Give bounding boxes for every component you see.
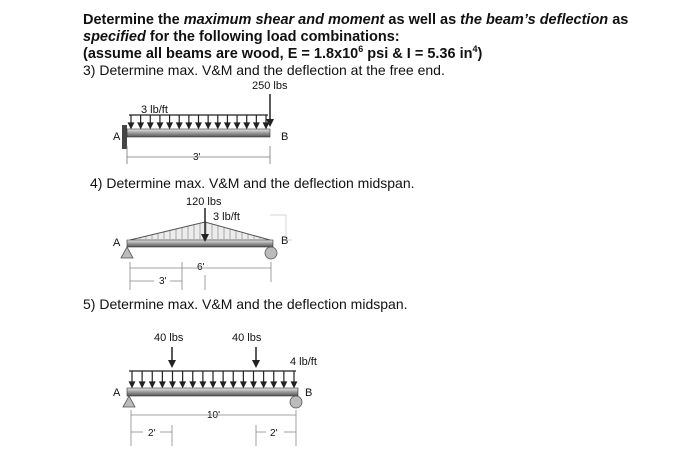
- load-arrow-head: [261, 382, 266, 387]
- load-arrow-head: [211, 382, 216, 387]
- load-arrow-head: [186, 123, 191, 128]
- load-arrow-head: [241, 382, 246, 387]
- problem-3-dimension-line: [127, 146, 270, 164]
- problem-5-point-load-right-label: 40 lbs: [232, 332, 262, 344]
- problem-4-roller-support: [265, 247, 277, 259]
- load-arrow-head: [180, 382, 185, 387]
- problem-4-sub-dim-label: 3': [159, 276, 167, 287]
- problem-5-dist-load-label: 4 lb/ft: [290, 356, 317, 368]
- load-arrow-head: [200, 382, 205, 387]
- load-arrow-head: [244, 123, 249, 128]
- problem-5-span-label: 10': [207, 410, 221, 421]
- problem-5-diagram: [123, 347, 302, 446]
- problem-3-end-b-label: B: [281, 131, 289, 143]
- problem-4-end-b-label: B: [281, 235, 289, 247]
- load-arrow-head: [281, 382, 286, 387]
- problem-3-beam: [127, 129, 270, 137]
- load-arrow-head: [235, 123, 240, 128]
- problem-4-triangular-load: [130, 222, 270, 240]
- material-properties-note: (assume all beams are wood, $E = 1.8x10^6$ psi & I = 5.36 $in^4$): [83, 44, 483, 62]
- load-arrow-head: [215, 123, 220, 128]
- problem-3-point-load-arrow: [266, 94, 274, 127]
- problem-4-support-a-label: A: [113, 237, 121, 249]
- problem-5-pin-support: [123, 396, 135, 407]
- problem-4-faint-box: [270, 215, 292, 240]
- load-arrow-head: [150, 382, 155, 387]
- load-arrow-head: [225, 123, 230, 128]
- load-arrow-head: [292, 382, 297, 387]
- problem-5-dimension-lines: [131, 410, 296, 446]
- load-arrow-head: [264, 123, 269, 128]
- problem-5-right-dim-label: 2': [270, 428, 278, 439]
- instructions-line-1: Determine the maximum shear and moment as well as the beam’s deflection as: [83, 12, 629, 28]
- problem-5-distributed-load: [129, 371, 297, 387]
- problem-5-end-b-label: B: [305, 387, 313, 399]
- load-arrow-head: [148, 123, 153, 128]
- problem-5-point-load-left-label: 40 lbs: [154, 332, 184, 344]
- problem-4-span-label: 6': [197, 262, 205, 273]
- problem-3-point-load-label: 250 lbs: [252, 80, 288, 92]
- load-arrow-head: [170, 382, 175, 387]
- problem-3-span-label: 3': [193, 152, 201, 163]
- problem-3-distributed-load: [129, 115, 269, 128]
- problem-4-beam: [127, 240, 273, 247]
- problem-3-support-a-label: A: [113, 131, 121, 143]
- problem-4-point-load-label: 120 lbs: [186, 196, 222, 208]
- load-arrow-head: [251, 382, 256, 387]
- problem-5-beam: [127, 388, 298, 396]
- load-arrow-head: [190, 382, 195, 387]
- problem-4-diagram: [121, 208, 292, 290]
- load-arrow-head: [206, 123, 211, 128]
- problem-3-wall: [122, 125, 127, 149]
- load-arrow-head: [177, 123, 182, 128]
- problem-5-point-load-right-arrow: [252, 347, 260, 368]
- load-arrow-head: [160, 382, 165, 387]
- problem-4-dist-load-label: 3 lb/ft: [213, 211, 240, 223]
- problem-4-pin-support: [121, 247, 133, 258]
- problem-5-support-a-label: A: [113, 387, 121, 399]
- problem-4-statement: 4) Determine max. V&M and the deflection midspan.: [90, 175, 415, 191]
- load-arrow-head: [130, 382, 135, 387]
- problem-5-statement: 5) Determine max. V&M and the deflection midspan.: [83, 296, 408, 312]
- load-arrow-head: [140, 382, 145, 387]
- problem-4-dimension-lines: [130, 262, 271, 290]
- load-arrow-head: [196, 123, 201, 128]
- problem-5-left-dim-label: 2': [148, 428, 156, 439]
- load-arrow-head: [157, 123, 162, 128]
- load-arrow-head: [254, 123, 259, 128]
- load-arrow-head: [231, 382, 236, 387]
- load-arrow-head: [221, 382, 226, 387]
- problem-5-point-load-left-arrow: [168, 347, 176, 368]
- instructions-line-2: specified for the following load combinations:: [83, 29, 400, 45]
- load-arrow-head: [129, 123, 134, 128]
- problem-5-roller-support: [290, 396, 302, 408]
- problem-3-diagram: [122, 94, 274, 164]
- load-arrow-head: [138, 123, 143, 128]
- load-arrow-head: [271, 382, 276, 387]
- load-arrow-head: [167, 123, 172, 128]
- problem-3-statement: 3) Determine max. V&M and the deflection at the free end.: [83, 62, 445, 78]
- problem-3-dist-load-label: 3 lb/ft: [141, 104, 168, 116]
